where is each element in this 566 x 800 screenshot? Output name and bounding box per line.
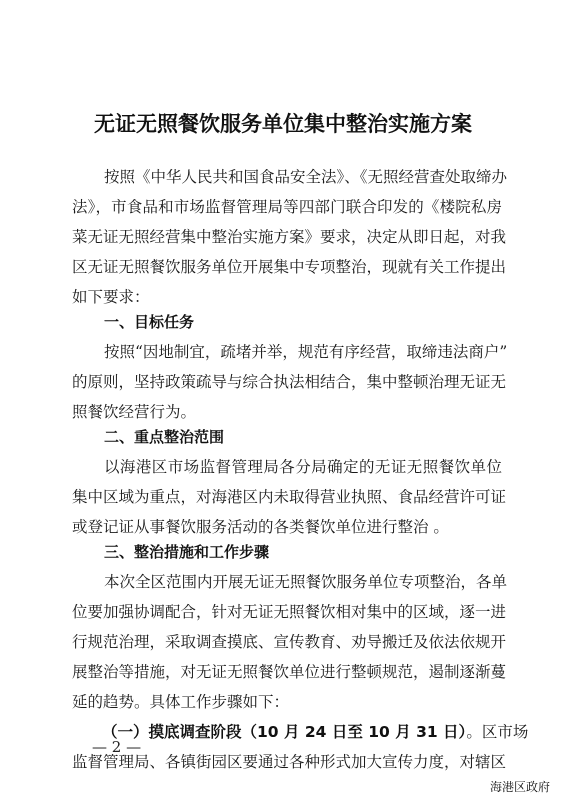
section3-line-3: 行规范治理，采取调查摸底、宣传教育、劝导搬迁及依法依规开 — [72, 633, 507, 651]
stage1-rest: 。区市场 — [466, 723, 529, 741]
section2-line-3: 或登记证从事餐饮服务活动的各类餐饮单位进行整治 。 — [72, 518, 449, 536]
section3-line-5: 延的趋势。具体工作步骤如下： — [72, 693, 290, 711]
intro-line-3: 菜无证无照经营集中整治实施方案》要求，决定从即日起，对我 — [72, 228, 507, 246]
section3-line-1: 本次全区范围内开展无证无照餐饮服务单位专项整治，各单 — [104, 573, 508, 591]
section-heading-scope: 二、重点整治范围 — [104, 428, 225, 446]
stage1-line-2: 监督管理局、各镇街园区要通过各种形式加大宣传力度，对辖区 — [72, 753, 507, 771]
source-watermark: 海港区政府 — [489, 780, 550, 794]
section3-line-2: 位要加强协调配合，针对无证无照餐饮相对集中的区域，逐一进 — [72, 603, 507, 621]
section-heading-goals: 一、目标任务 — [104, 313, 195, 331]
intro-line-4: 区无证无照餐饮服务单位开展集中专项整治，现就有关工作提出 — [72, 258, 507, 276]
section2-line-2: 集中区域为重点，对海港区内未取得营业执照、食品经营许可证 — [72, 488, 507, 506]
intro-line-5: 如下要求： — [72, 288, 150, 306]
stage1-label: （一）摸底调查阶段（10 月 24 日至 10 月 31 日） — [102, 723, 467, 741]
section1-line-2: 的原则，坚持政策疏导与综合执法相结合，集中整顿治理无证无 — [72, 373, 507, 391]
section1-line-1: 按照“因地制宜，疏堵并举，规范有序经营，取缔违法商户” — [104, 343, 508, 361]
section3-line-4: 展整治等措施，对无证无照餐饮单位进行整顿规范，遏制逐渐蔓 — [72, 663, 507, 681]
intro-line-1: 按照《中华人民共和国食品安全法》、《无照经营查处取缔办 — [104, 168, 508, 186]
document-title: 无证无照餐饮服务单位集中整治实施方案 — [94, 111, 472, 136]
section-heading-measures: 三、整治措施和工作步骤 — [104, 543, 270, 561]
intro-line-2: 法》，市食品和市场监督管理局等四部门联合印发的《楼院私房 — [72, 198, 502, 216]
section2-line-1: 以海港区市场监督管理局各分局确定的无证无照餐饮单位 — [104, 458, 502, 476]
page-number: — 2 — — [92, 738, 142, 756]
section1-line-3: 照餐饮经营行为。 — [72, 403, 197, 421]
